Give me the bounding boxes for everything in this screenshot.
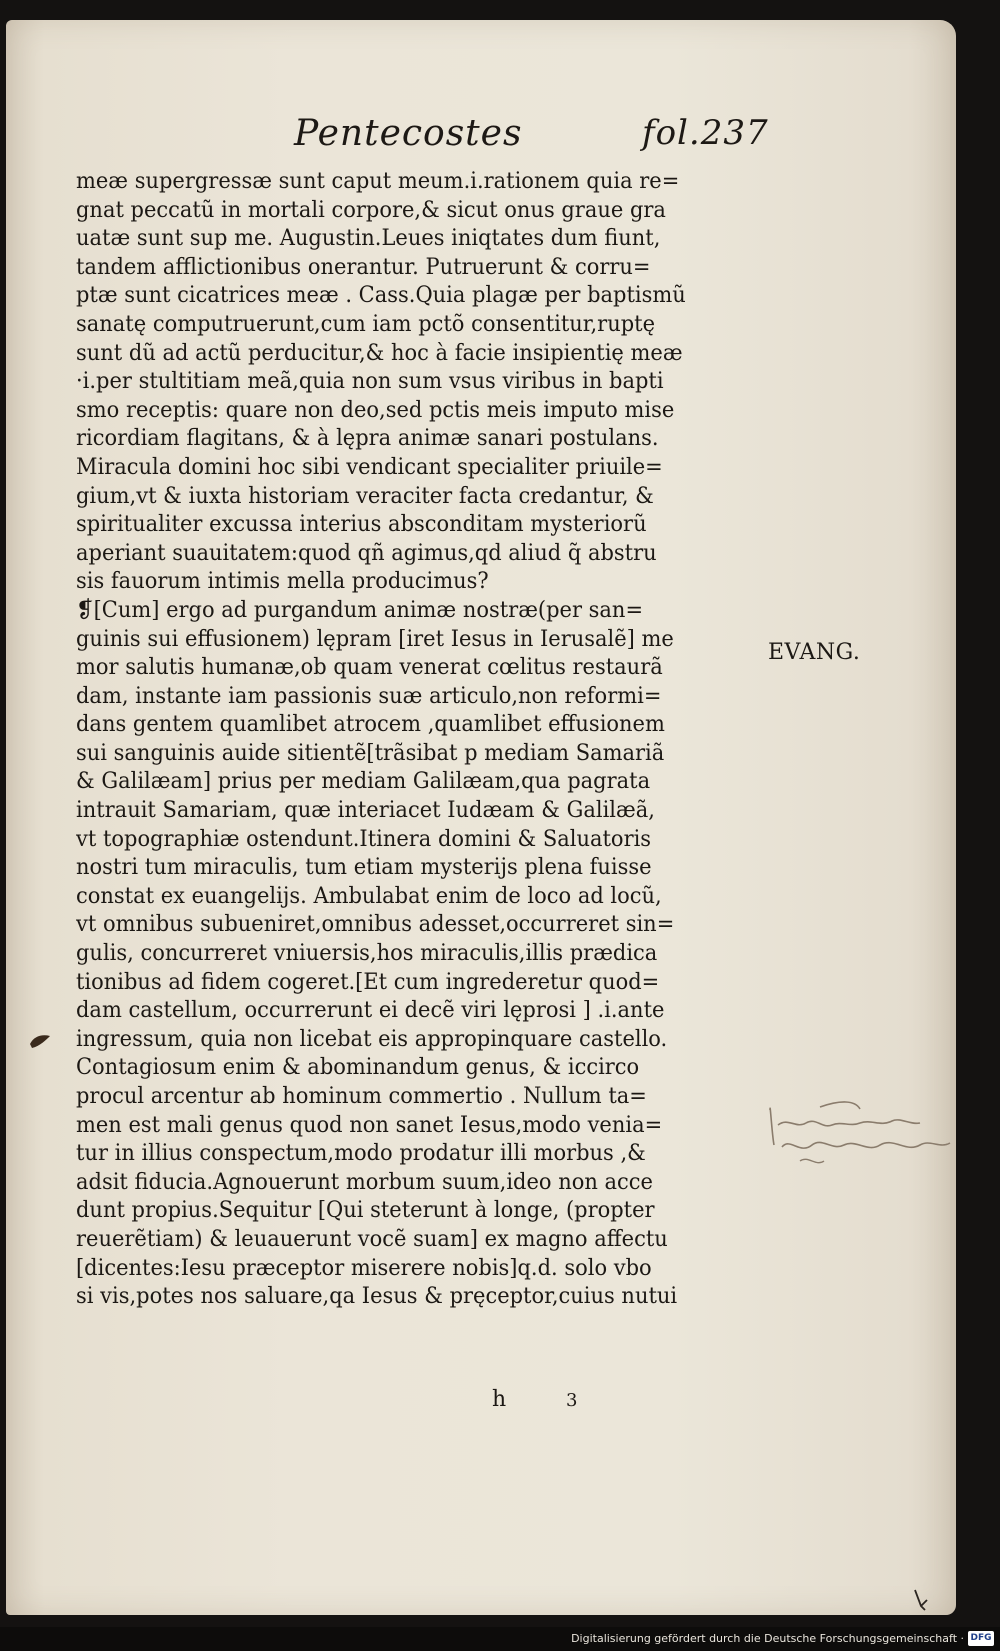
text-line: [dicentes:Iesu præceptor miserere nobis]q.d. solo vbo <box>76 1254 652 1281</box>
text-line: aperiant suauitatem:quod qñ agimus,qd aliud q̃ abstru <box>76 539 657 566</box>
text-line: tur in illius conspectum,modo prodatur illi morbus ,& <box>76 1140 646 1167</box>
text-line: Miracula domini hoc sibi vendicant specialiter priuile= <box>76 453 663 480</box>
text-line: men est mali genus quod non sanet Iesus,modo venia= <box>76 1111 663 1138</box>
text-line: reuerẽtiam) & leuauerunt vocẽ suam] ex magno affectu <box>76 1225 668 1252</box>
text-line: sis fauorum intimis mella producimus? <box>76 568 489 595</box>
page-leaf <box>6 20 956 1615</box>
text-line: tandem afflictionibus onerantur. Putruerunt & corru= <box>76 253 651 280</box>
text-line: Contagiosum enim & abominandum genus, & iccirco <box>76 1054 640 1081</box>
text-line: gium,vt & iuxta historiam veraciter facta credantur, & <box>76 482 654 509</box>
pencil-mark-icon <box>911 1588 931 1616</box>
text-line: tionibus ad fidem cogeret.[Et cum ingrederetur quod= <box>76 968 660 995</box>
text-line: meæ supergressæ sunt caput meum.i.rationem quia re= <box>76 168 680 194</box>
text-line: guinis sui effusionem) lępram [iret Iesus in Ierusalẽ] me <box>76 625 674 652</box>
text-line: dam, instante iam passionis suæ articulo,non reformi= <box>76 682 662 709</box>
dfg-logo: DFG <box>968 1631 994 1646</box>
handwritten-annotation-icon <box>760 1095 960 1185</box>
text-line: adsit fiducia.Agnouerunt morbum suum,ideo non acce <box>76 1168 653 1195</box>
signature-letter: h <box>492 1387 507 1412</box>
ink-blot-icon <box>28 1032 52 1050</box>
text-line: smo receptis: quare non deo,sed pctis meis imputo mise <box>76 396 675 423</box>
folio-number: fol.237 <box>642 113 769 153</box>
text-line: mor salutis humanæ,ob quam venerat cœlitus restaurã <box>76 654 663 681</box>
running-head: Pentecostes <box>294 113 523 154</box>
text-line: ❡[Cum] ergo ad purgandum animæ nostræ(per san= <box>76 596 644 623</box>
text-line: si vis,potes nos saluare,qa Iesus & pręceptor,cuius nutui <box>76 1283 678 1310</box>
text-line: ·i.per stultitiam meã,quia non sum vsus viribus in bapti <box>76 368 664 395</box>
digitization-footer <box>0 1627 1000 1651</box>
text-line: dunt propius.Sequitur [Qui steterunt à longe, (propter <box>76 1197 655 1224</box>
funding-credit: Digitalisierung gefördert durch die Deutsche Forschungsgemeinschaft · <box>571 1632 964 1645</box>
text-line: ricordiam flagitans, & à lępra animæ sanari postulans. <box>76 425 659 452</box>
text-line: uatæ sunt sup me. Augustin.Leues iniqtates dum fiunt, <box>76 225 661 252</box>
text-line: vt topographiæ ostendunt.Itinera domini & Saluatoris <box>76 825 652 852</box>
text-line: vt omnibus subueniret,omnibus adesset,occurreret sin= <box>76 911 675 938</box>
text-line: procul arcentur ab hominum commertio . Nullum ta= <box>76 1083 647 1109</box>
body-text <box>76 167 756 1311</box>
text-line: spiritualiter excussa interius absconditam mysteriorũ <box>76 511 647 538</box>
text-line: sui sanguinis auide sitientẽ[trãsibat p mediam Samariã <box>76 739 665 766</box>
text-line: sanatę computruerunt,cum iam pctõ consentitur,ruptę <box>76 310 656 337</box>
text-line: sunt dũ ad actũ perducitur,& hoc à facie insipientię meæ <box>76 339 683 366</box>
text-line: nostri tum miraculis, tum etiam mysterijs plena fuisse <box>76 854 652 881</box>
text-line: ptæ sunt cicatrices meæ . Cass.Quia plagæ per baptismũ <box>76 282 686 309</box>
text-line: intrauit Samariam, quæ interiacet Iudæam & Galilæã, <box>76 797 655 824</box>
text-line: & Galilæam] prius per mediam Galilæam,qua pagrata <box>76 768 651 795</box>
text-line: gnat peccatũ in mortali corpore,& sicut onus graue gra <box>76 196 666 223</box>
text-line: gulis, concurreret vniuersis,hos miraculis,illis prædica <box>76 940 658 967</box>
text-line: dam castellum, occurrerunt ei decẽ viri lęprosi ] .i.ante <box>76 997 665 1024</box>
page-header <box>6 105 956 165</box>
margin-note: EVANG. <box>768 640 861 665</box>
text-line: constat ex euangelijs. Ambulabat enim de loco ad locũ, <box>76 882 662 909</box>
signature-number: 3 <box>566 1390 578 1411</box>
text-line: dans gentem quamlibet atrocem ,quamlibet effusionem <box>76 711 665 738</box>
text-line: ingressum, quia non licebat eis appropinquare castello. <box>76 1025 668 1052</box>
